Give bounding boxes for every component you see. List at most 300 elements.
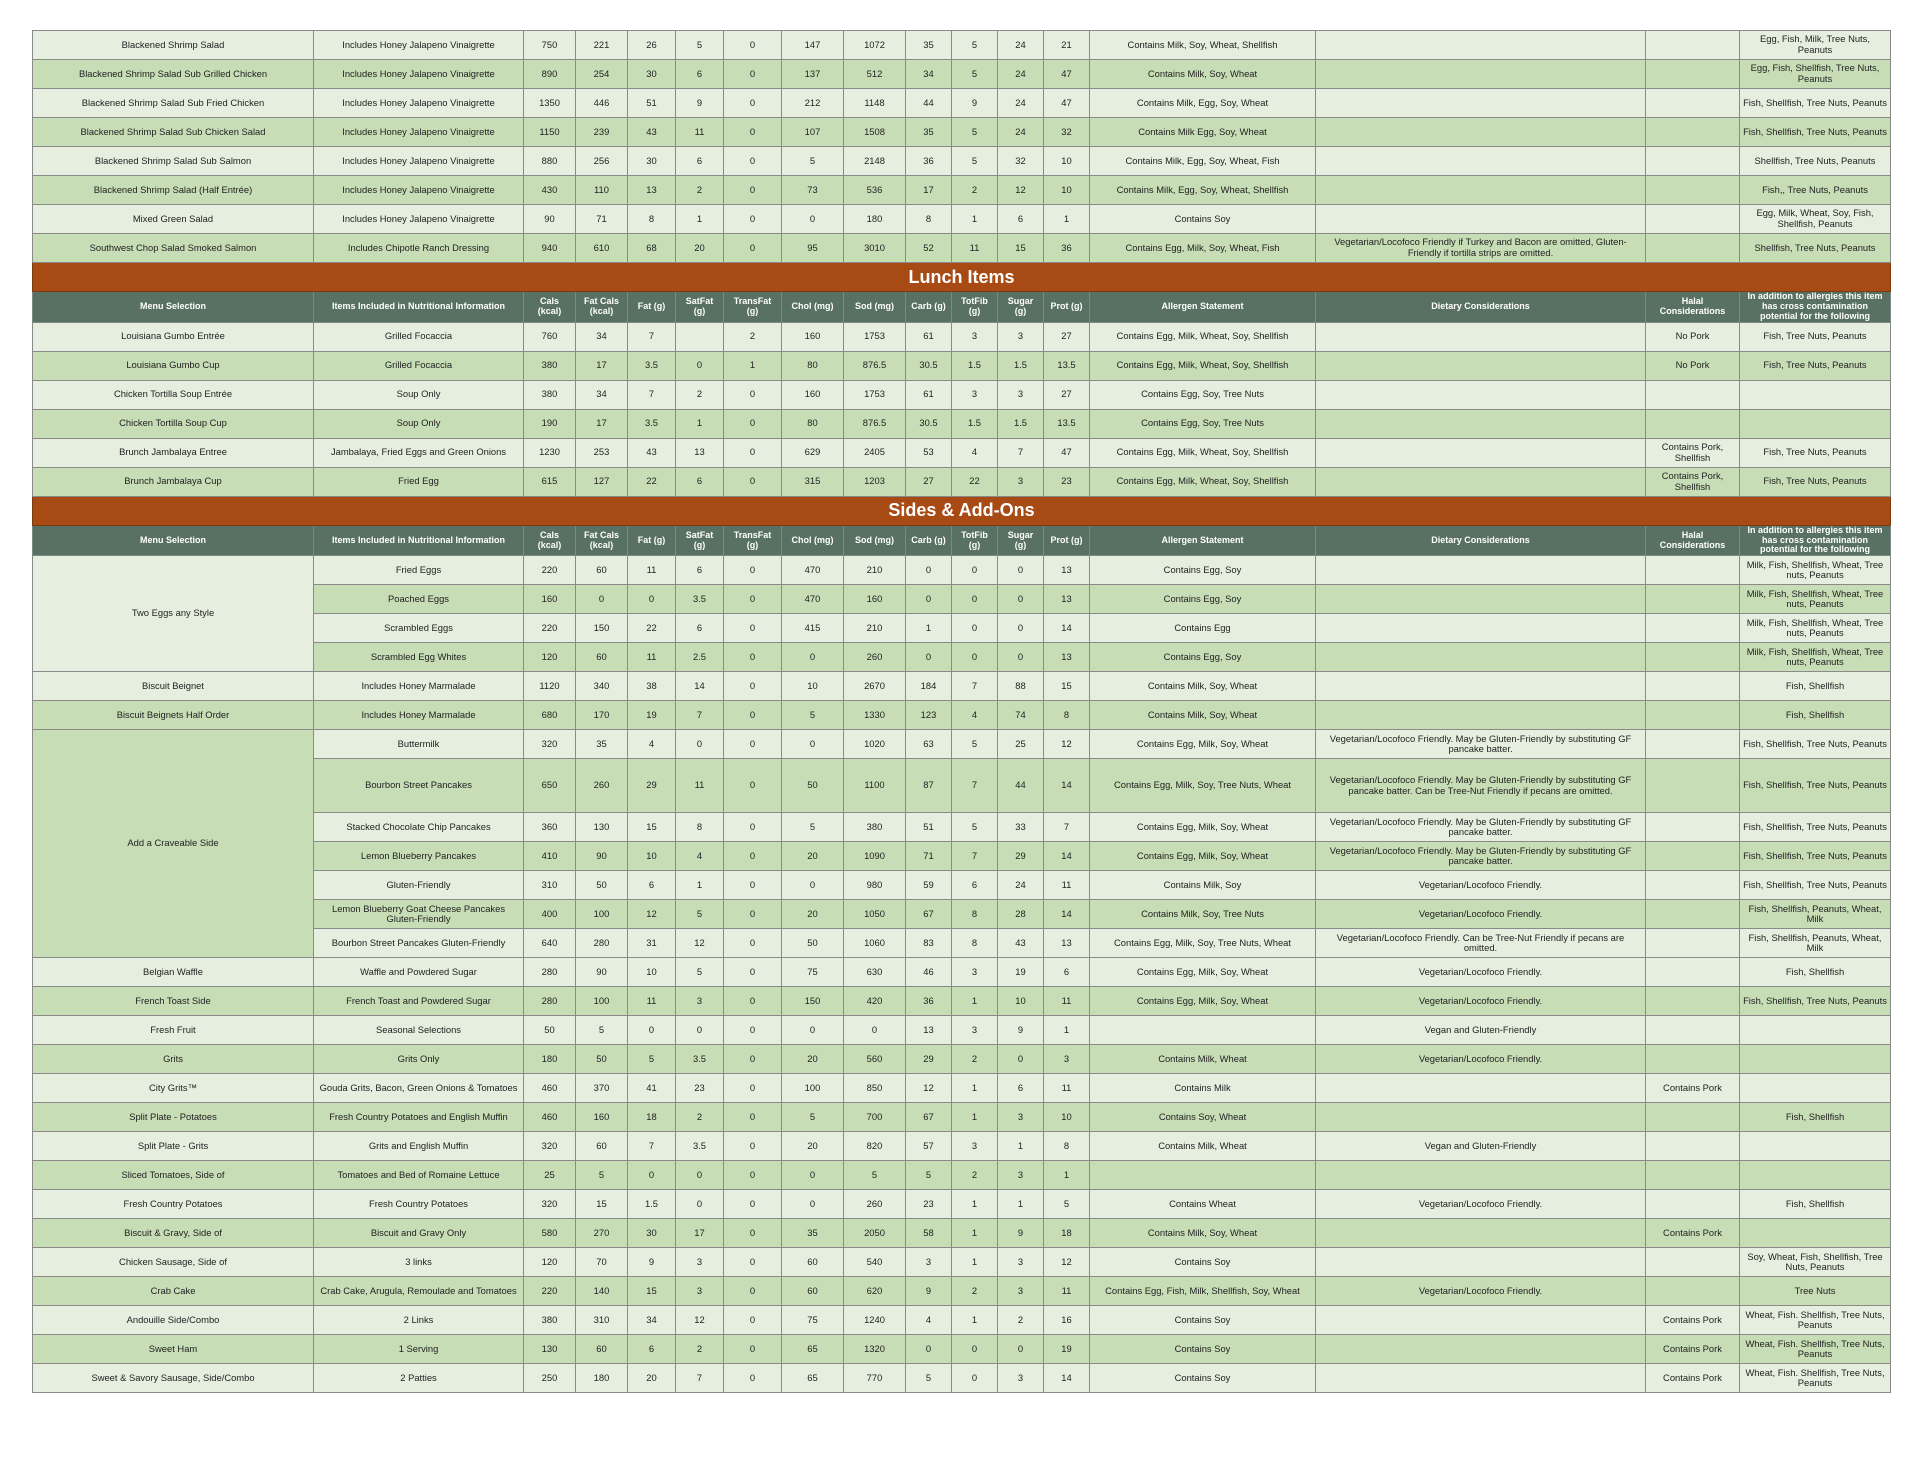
fat-cell: 0 [628,585,676,614]
transfat-cell: 0 [724,89,782,118]
sugar-cell: 74 [998,701,1044,730]
halal-considerations-cell [1646,900,1740,929]
sod-cell: 980 [844,871,906,900]
column-header-menu-cell: Menu Selection [33,292,314,323]
totfib-cell: 6 [952,871,998,900]
sod-cell: 380 [844,813,906,842]
dietary-considerations-cell [1316,672,1646,701]
halal-considerations-cell [1646,759,1740,813]
fat-cals-cell: 239 [576,118,628,147]
table-row [33,1364,1891,1393]
allergen-statement-cell: Contains Egg, Milk, Soy, Wheat [1090,958,1316,987]
dietary-considerations-cell [1316,1219,1646,1248]
totfib-cell: 1 [952,1190,998,1219]
items-included-cell: Fresh Country Potatoes [314,1190,524,1219]
items-included-cell: Waffle and Powdered Sugar [314,958,524,987]
sod-cell: 260 [844,643,906,672]
transfat-cell: 0 [724,31,782,60]
chol-cell: 0 [782,643,844,672]
carb-cell: 67 [906,1103,952,1132]
table-row [33,1074,1891,1103]
cals-cell: 760 [524,322,576,351]
fat-cell: 3.5 [628,409,676,438]
table-row [33,730,1891,759]
carb-cell: 46 [906,958,952,987]
items-included-cell: Stacked Chocolate Chip Pancakes [314,813,524,842]
cross-contamination-cell: Shellfish, Tree Nuts, Peanuts [1740,147,1891,176]
carb-cell: 34 [906,60,952,89]
prot-cell: 1 [1044,205,1090,234]
satfat-cell: 0 [676,1161,724,1190]
cross-contamination-cell: Egg, Milk, Wheat, Soy, Fish, Shellfish, Peanuts [1740,205,1891,234]
cals-cell: 320 [524,730,576,759]
chol-cell: 73 [782,176,844,205]
carb-cell: 30.5 [906,409,952,438]
cals-cell: 750 [524,31,576,60]
items-included-cell: Grits Only [314,1045,524,1074]
allergen-statement-cell: Contains Egg, Milk, Soy, Wheat, Fish [1090,234,1316,263]
prot-cell: 23 [1044,467,1090,496]
dietary-considerations-cell [1316,31,1646,60]
cross-contamination-cell: Fish, Shellfish, Tree Nuts, Peanuts [1740,118,1891,147]
dietary-considerations-cell [1316,1161,1646,1190]
allergen-statement-cell: Contains Milk, Egg, Soy, Wheat, Shellfish [1090,176,1316,205]
carb-cell: 13 [906,1016,952,1045]
dietary-considerations-cell: Vegetarian/Locofoco Friendly. [1316,871,1646,900]
items-included-cell: Poached Eggs [314,585,524,614]
items-included-cell: Includes Honey Jalapeno Vinaigrette [314,118,524,147]
fat-cals-cell: 160 [576,1103,628,1132]
sugar-cell: 0 [998,1335,1044,1364]
allergen-statement-cell: Contains Egg, Milk, Soy, Wheat [1090,842,1316,871]
halal-considerations-cell [1646,1190,1740,1219]
cals-cell: 220 [524,556,576,585]
table-row [33,1103,1891,1132]
chol-cell: 75 [782,1306,844,1335]
fat-cell: 30 [628,1219,676,1248]
halal-considerations-cell [1646,409,1740,438]
satfat-cell: 12 [676,929,724,958]
chol-cell: 5 [782,147,844,176]
fat-cell: 7 [628,322,676,351]
allergen-statement-cell: Contains Egg, Milk, Soy, Wheat [1090,813,1316,842]
prot-cell: 21 [1044,31,1090,60]
carb-cell: 36 [906,147,952,176]
totfib-cell: 1 [952,1074,998,1103]
chol-cell: 0 [782,1161,844,1190]
sugar-cell: 24 [998,871,1044,900]
fat-cals-cell: 100 [576,987,628,1016]
items-included-cell: Seasonal Selections [314,1016,524,1045]
transfat-cell: 0 [724,1306,782,1335]
satfat-cell: 14 [676,672,724,701]
chol-cell: 160 [782,322,844,351]
sugar-cell: 1.5 [998,351,1044,380]
satfat-cell: 20 [676,234,724,263]
cals-cell: 320 [524,1132,576,1161]
totfib-cell: 22 [952,467,998,496]
cross-contamination-cell: Fish, Shellfish [1740,1103,1891,1132]
sod-cell: 540 [844,1248,906,1277]
menu-selection-cell: Biscuit & Gravy, Side of [33,1219,314,1248]
totfib-cell: 5 [952,31,998,60]
sugar-cell: 0 [998,1045,1044,1074]
sugar-cell: 24 [998,31,1044,60]
fat-cell: 19 [628,701,676,730]
cals-cell: 400 [524,900,576,929]
cross-contamination-cell [1740,1074,1891,1103]
carb-cell: 5 [906,1161,952,1190]
fat-cals-cell: 17 [576,409,628,438]
allergen-statement-cell: Contains Egg, Milk, Soy, Tree Nuts, Wheat [1090,929,1316,958]
carb-cell: 87 [906,759,952,813]
items-included-cell: Jambalaya, Fried Eggs and Green Onions [314,438,524,467]
table-row [33,701,1891,730]
menu-selection-cell: French Toast Side [33,987,314,1016]
fat-cell: 15 [628,813,676,842]
totfib-cell: 0 [952,585,998,614]
dietary-considerations-cell [1316,467,1646,496]
allergen-statement-cell: Contains Egg, Milk, Soy, Tree Nuts, Wheat [1090,759,1316,813]
satfat-cell: 3.5 [676,1045,724,1074]
column-header-chol-cell: Chol (mg) [782,525,844,556]
chol-cell: 50 [782,759,844,813]
fat-cell: 34 [628,1306,676,1335]
cals-cell: 880 [524,147,576,176]
column-header-fat-cell: Fat (g) [628,525,676,556]
menu-selection-cell: Brunch Jambalaya Cup [33,467,314,496]
dietary-considerations-cell [1316,89,1646,118]
fat-cell: 9 [628,1248,676,1277]
totfib-cell: 4 [952,701,998,730]
cross-contamination-cell: Wheat, Fish. Shellfish, Tree Nuts, Peanuts [1740,1335,1891,1364]
cross-contamination-cell: Fish, Shellfish, Peanuts, Wheat, Milk [1740,900,1891,929]
cross-contamination-cell: Egg, Fish, Milk, Tree Nuts, Peanuts [1740,31,1891,60]
satfat-cell: 13 [676,438,724,467]
menu-selection-cell: City Grits™ [33,1074,314,1103]
satfat-cell: 0 [676,1016,724,1045]
items-included-cell: 1 Serving [314,1335,524,1364]
allergen-statement-cell: Contains Egg, Soy, Tree Nuts [1090,409,1316,438]
satfat-cell: 1 [676,871,724,900]
carb-cell: 36 [906,987,952,1016]
sod-cell: 630 [844,958,906,987]
items-included-cell: Includes Honey Jalapeno Vinaigrette [314,60,524,89]
sod-cell: 820 [844,1132,906,1161]
prot-cell: 14 [1044,1364,1090,1393]
fat-cals-cell: 17 [576,351,628,380]
dietary-considerations-cell: Vegetarian/Locofoco Friendly. May be Gluten-Friendly by substituting GF pancake batter. Can be Tree-Nut Friendly if pecans are omitted. [1316,759,1646,813]
sugar-cell: 24 [998,60,1044,89]
cross-contamination-cell: Fish, Tree Nuts, Peanuts [1740,322,1891,351]
totfib-cell: 3 [952,1132,998,1161]
items-included-cell: Lemon Blueberry Goat Cheese Pancakes Gluten-Friendly [314,900,524,929]
table-row [33,147,1891,176]
prot-cell: 18 [1044,1219,1090,1248]
carb-cell: 57 [906,1132,952,1161]
fat-cell: 5 [628,1045,676,1074]
items-included-cell: Fried Egg [314,467,524,496]
cross-contamination-cell [1740,1045,1891,1074]
allergen-statement-cell: Contains Soy [1090,1248,1316,1277]
section-title-row [33,263,1891,292]
carb-cell: 27 [906,467,952,496]
chol-cell: 147 [782,31,844,60]
cals-cell: 25 [524,1161,576,1190]
nutrition-table [32,30,1891,1393]
carb-cell: 52 [906,234,952,263]
menu-selection-cell: Mixed Green Salad [33,205,314,234]
carb-cell: 53 [906,438,952,467]
totfib-cell: 7 [952,672,998,701]
sod-cell: 700 [844,1103,906,1132]
cals-cell: 50 [524,1016,576,1045]
dietary-considerations-cell [1316,1306,1646,1335]
table-row [33,958,1891,987]
chol-cell: 10 [782,672,844,701]
halal-considerations-cell [1646,380,1740,409]
chol-cell: 65 [782,1364,844,1393]
satfat-cell: 2 [676,380,724,409]
dietary-considerations-cell: Vegetarian/Locofoco Friendly. May be Gluten-Friendly by substituting GF pancake batter. [1316,730,1646,759]
sod-cell: 850 [844,1074,906,1103]
cals-cell: 220 [524,1277,576,1306]
menu-selection-cell: Southwest Chop Salad Smoked Salmon [33,234,314,263]
totfib-cell: 8 [952,900,998,929]
cross-contamination-cell: Fish, Shellfish, Tree Nuts, Peanuts [1740,730,1891,759]
prot-cell: 10 [1044,147,1090,176]
dietary-considerations-cell: Vegetarian/Locofoco Friendly if Turkey and Bacon are omitted, Gluten-Friendly if tortilla strips are omitted. [1316,234,1646,263]
table-row [33,322,1891,351]
sod-cell: 1100 [844,759,906,813]
items-included-cell: Grits and English Muffin [314,1132,524,1161]
fat-cals-cell: 34 [576,322,628,351]
chol-cell: 0 [782,871,844,900]
carb-cell: 123 [906,701,952,730]
menu-selection-cell: Sliced Tomatoes, Side of [33,1161,314,1190]
totfib-cell: 0 [952,1364,998,1393]
prot-cell: 14 [1044,842,1090,871]
totfib-cell: 1.5 [952,351,998,380]
satfat-cell [676,322,724,351]
dietary-considerations-cell [1316,643,1646,672]
allergen-statement-cell: Contains Soy, Wheat [1090,1103,1316,1132]
menu-selection-cell: Chicken Tortilla Soup Cup [33,409,314,438]
sod-cell: 210 [844,614,906,643]
dietary-considerations-cell [1316,60,1646,89]
satfat-cell: 1 [676,205,724,234]
column-header-cross-cell: In addition to allergies this item has cross contamination potential for the following [1740,525,1891,556]
fat-cals-cell: 340 [576,672,628,701]
allergen-statement-cell: Contains Milk Egg, Soy, Wheat [1090,118,1316,147]
allergen-statement-cell: Contains Soy [1090,1335,1316,1364]
cals-cell: 940 [524,234,576,263]
cross-contamination-cell: Fish, Tree Nuts, Peanuts [1740,351,1891,380]
sod-cell: 512 [844,60,906,89]
prot-cell: 27 [1044,322,1090,351]
column-header-fat-cell: Fat (g) [628,292,676,323]
fat-cell: 11 [628,556,676,585]
sugar-cell: 19 [998,958,1044,987]
satfat-cell: 0 [676,351,724,380]
table-row [33,556,1891,585]
satfat-cell: 2 [676,1103,724,1132]
fat-cals-cell: 90 [576,842,628,871]
sod-cell: 2670 [844,672,906,701]
cals-cell: 640 [524,929,576,958]
menu-selection-cell: Fresh Country Potatoes [33,1190,314,1219]
cross-contamination-cell: Fish, Tree Nuts, Peanuts [1740,467,1891,496]
menu-selection-cell: Biscuit Beignets Half Order [33,701,314,730]
menu-selection-cell: Sweet & Savory Sausage, Side/Combo [33,1364,314,1393]
carb-cell: 4 [906,1306,952,1335]
sod-cell: 1320 [844,1335,906,1364]
dietary-considerations-cell [1316,380,1646,409]
fat-cals-cell: 127 [576,467,628,496]
satfat-cell: 2 [676,1335,724,1364]
sugar-cell: 6 [998,1074,1044,1103]
carb-cell: 61 [906,380,952,409]
chol-cell: 212 [782,89,844,118]
halal-considerations-cell [1646,701,1740,730]
dietary-considerations-cell [1316,438,1646,467]
halal-considerations-cell: Contains Pork, Shellfish [1646,467,1740,496]
fat-cell: 13 [628,176,676,205]
sugar-cell: 9 [998,1219,1044,1248]
totfib-cell: 8 [952,929,998,958]
section-title-cell: Sides & Add-Ons [33,496,1891,525]
sod-cell: 876.5 [844,409,906,438]
sugar-cell: 0 [998,556,1044,585]
fat-cals-cell: 34 [576,380,628,409]
items-included-cell: 2 Links [314,1306,524,1335]
column-header-sod-cell: Sod (mg) [844,292,906,323]
items-included-cell: Scrambled Egg Whites [314,643,524,672]
satfat-cell: 5 [676,958,724,987]
prot-cell: 32 [1044,118,1090,147]
cals-cell: 280 [524,958,576,987]
prot-cell: 1 [1044,1016,1090,1045]
cross-contamination-cell: Milk, Fish, Shellfish, Wheat, Tree nuts, Peanuts [1740,556,1891,585]
fat-cals-cell: 180 [576,1364,628,1393]
fat-cals-cell: 310 [576,1306,628,1335]
cals-cell: 130 [524,1335,576,1364]
transfat-cell: 0 [724,987,782,1016]
satfat-cell: 0 [676,730,724,759]
cross-contamination-cell: Fish, Shellfish [1740,958,1891,987]
chol-cell: 150 [782,987,844,1016]
carb-cell: 0 [906,556,952,585]
prot-cell: 11 [1044,871,1090,900]
prot-cell: 14 [1044,614,1090,643]
halal-considerations-cell [1646,1132,1740,1161]
fat-cell: 30 [628,60,676,89]
dietary-considerations-cell: Vegetarian/Locofoco Friendly. May be Gluten-Friendly by substituting GF pancake batter. [1316,813,1646,842]
fat-cals-cell: 60 [576,1335,628,1364]
column-header-totfib-cell: TotFib (g) [952,292,998,323]
cross-contamination-cell [1740,380,1891,409]
menu-selection-cell: Grits [33,1045,314,1074]
cals-cell: 120 [524,1248,576,1277]
menu-selection-cell: Blackened Shrimp Salad Sub Salmon [33,147,314,176]
sod-cell: 5 [844,1161,906,1190]
totfib-cell: 11 [952,234,998,263]
sugar-cell: 3 [998,322,1044,351]
satfat-cell: 5 [676,31,724,60]
prot-cell: 14 [1044,900,1090,929]
items-included-cell: Fried Eggs [314,556,524,585]
halal-considerations-cell [1646,234,1740,263]
halal-considerations-cell [1646,1016,1740,1045]
halal-considerations-cell [1646,89,1740,118]
column-header-halal-cell: Halal Considerations [1646,292,1740,323]
fat-cals-cell: 170 [576,701,628,730]
allergen-statement-cell: Contains Milk, Egg, Soy, Wheat, Fish [1090,147,1316,176]
cross-contamination-cell: Fish, Shellfish [1740,672,1891,701]
items-included-cell: Bourbon Street Pancakes Gluten-Friendly [314,929,524,958]
fat-cals-cell: 100 [576,900,628,929]
cross-contamination-cell [1740,1219,1891,1248]
prot-cell: 13 [1044,643,1090,672]
prot-cell: 47 [1044,60,1090,89]
halal-considerations-cell [1646,730,1740,759]
allergen-statement-cell: Contains Egg, Soy [1090,556,1316,585]
fat-cals-cell: 140 [576,1277,628,1306]
satfat-cell: 3 [676,1277,724,1306]
prot-cell: 11 [1044,1074,1090,1103]
chol-cell: 20 [782,1045,844,1074]
cross-contamination-cell [1740,409,1891,438]
satfat-cell: 3 [676,1248,724,1277]
table-row [33,467,1891,496]
satfat-cell: 3.5 [676,585,724,614]
column-header-items-cell: Items Included in Nutritional Information [314,292,524,323]
carb-cell: 12 [906,1074,952,1103]
carb-cell: 61 [906,322,952,351]
sod-cell: 1072 [844,31,906,60]
transfat-cell: 0 [724,813,782,842]
sugar-cell: 12 [998,176,1044,205]
halal-considerations-cell: Contains Pork [1646,1335,1740,1364]
fat-cals-cell: 610 [576,234,628,263]
fat-cell: 8 [628,205,676,234]
items-included-cell: Fresh Country Potatoes and English Muffin [314,1103,524,1132]
totfib-cell: 0 [952,1335,998,1364]
fat-cals-cell: 5 [576,1161,628,1190]
fat-cals-cell: 50 [576,1045,628,1074]
fat-cell: 0 [628,1161,676,1190]
allergen-statement-cell: Contains Milk, Soy [1090,871,1316,900]
items-included-cell: Includes Honey Marmalade [314,701,524,730]
items-included-cell: Grilled Focaccia [314,351,524,380]
sugar-cell: 0 [998,643,1044,672]
sugar-cell: 2 [998,1306,1044,1335]
halal-considerations-cell: Contains Pork, Shellfish [1646,438,1740,467]
cals-cell: 460 [524,1074,576,1103]
carb-cell: 23 [906,1190,952,1219]
fat-cals-cell: 35 [576,730,628,759]
totfib-cell: 3 [952,958,998,987]
table-row [33,1016,1891,1045]
transfat-cell: 0 [724,1335,782,1364]
sugar-cell: 3 [998,1277,1044,1306]
carb-cell: 184 [906,672,952,701]
prot-cell: 8 [1044,1132,1090,1161]
dietary-considerations-cell [1316,409,1646,438]
dietary-considerations-cell [1316,118,1646,147]
table-body [33,31,1891,1393]
column-header-cals-cell: Cals (kcal) [524,525,576,556]
